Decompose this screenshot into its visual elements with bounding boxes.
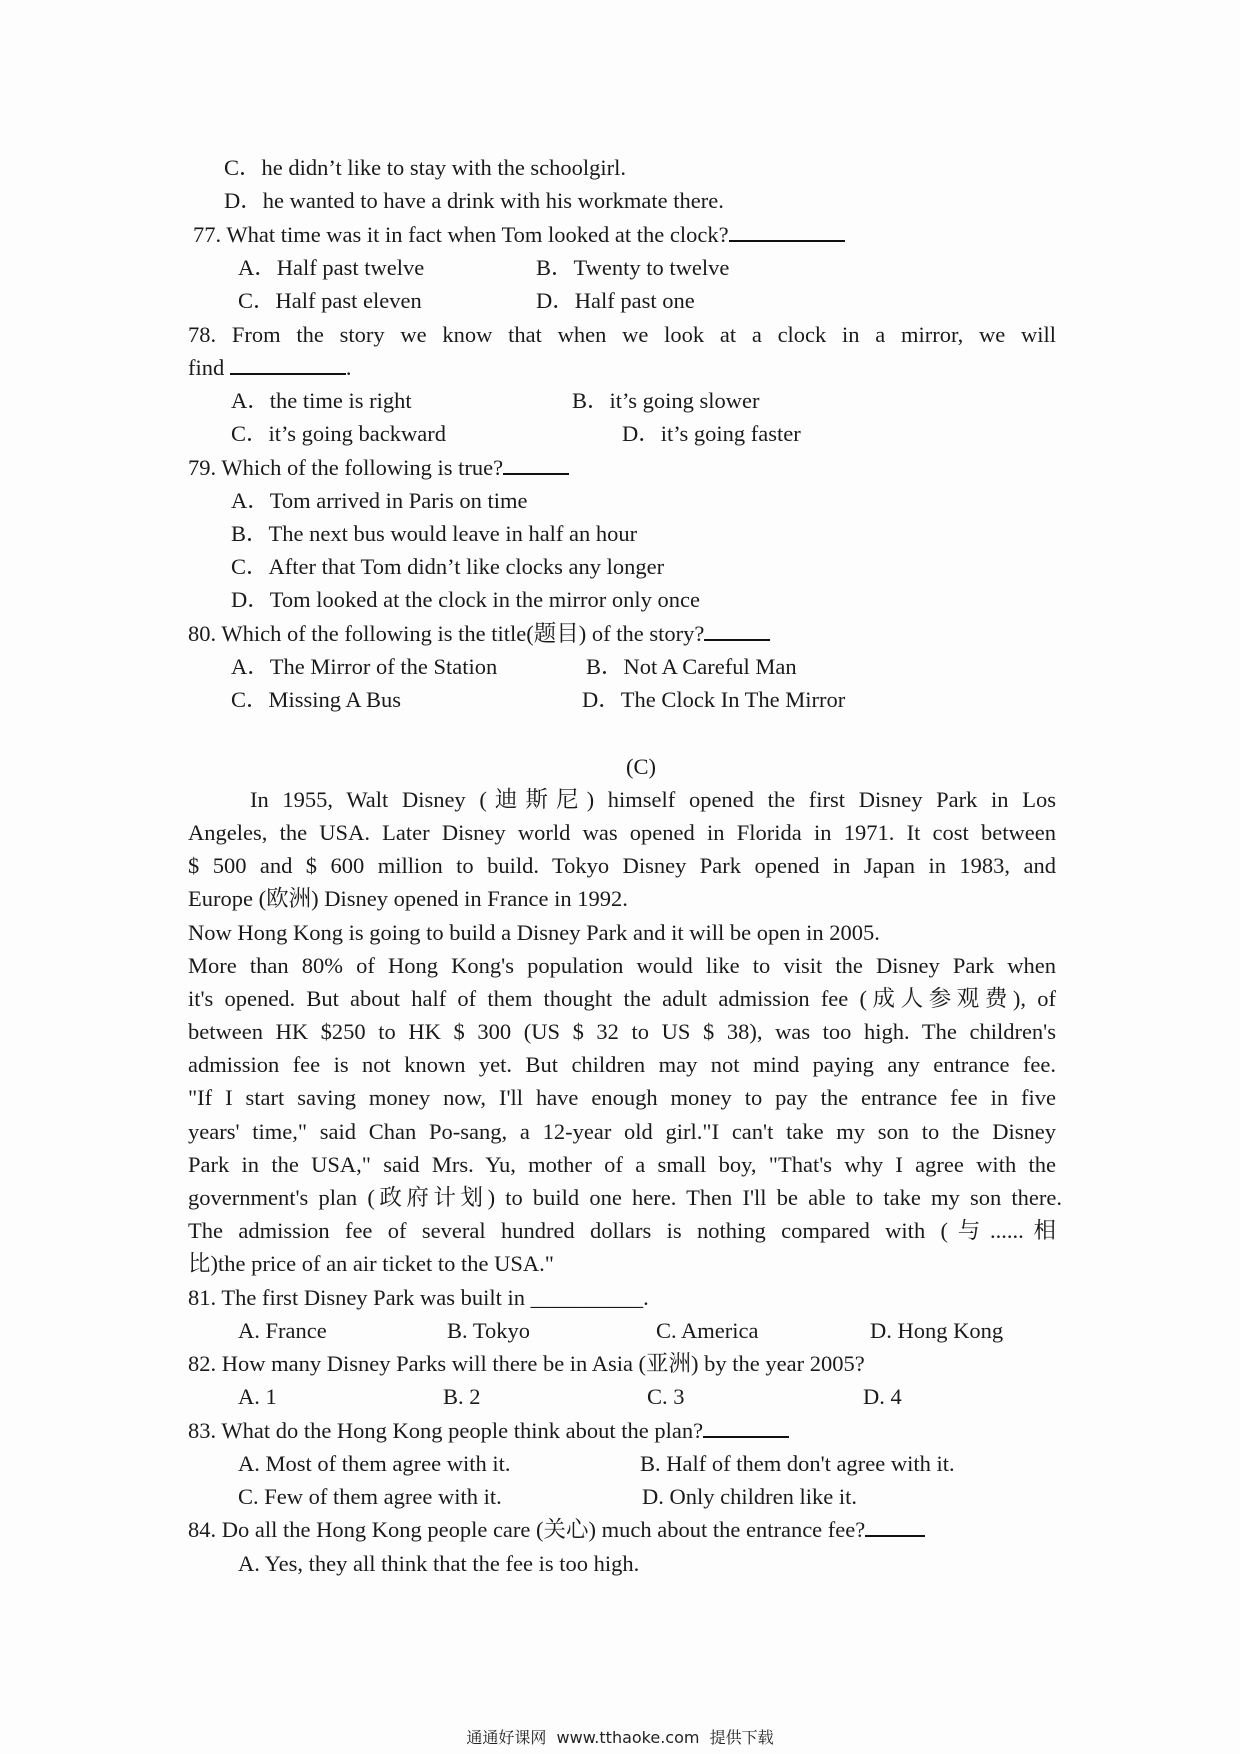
q82-stem: 82. How many Disney Parks will there be in Asia (亚洲) by the year 2005?: [188, 1351, 865, 1376]
answer-blank: [703, 1418, 789, 1438]
q80-stem-text: 80. Which of the following is the title(题目) of the story?: [188, 621, 705, 646]
answer-blank: [230, 355, 346, 375]
answer-blank: [704, 621, 770, 641]
q79-stem: [188, 455, 569, 481]
passage-line: Park in the USA," said Mrs. Yu, mother of a small boy, "That's why I agree with the: [188, 1152, 1056, 1177]
q77-option-d: D．Half past one: [536, 288, 695, 313]
q76-option-d: D．he wanted to have a drink with his workmate there.: [224, 188, 724, 213]
passage-line: Now Hong Kong is going to build a Disney Park and it will be open in 2005.: [188, 920, 880, 945]
q81-option-b: B. Tokyo: [447, 1318, 531, 1343]
passage-line: between HK $250 to HK $ 300 (US $ 32 to US $ 38), was too high. The children's: [188, 1019, 1056, 1044]
q77-stem: [193, 222, 845, 248]
q78-stem-line2: [188, 355, 352, 381]
q82-option-b: B. 2: [443, 1384, 481, 1409]
q82-option-d: D. 4: [863, 1384, 902, 1409]
q80-stem: [188, 621, 770, 647]
answer-blank: [503, 455, 569, 475]
q77-option-a: A．Half past twelve: [238, 255, 425, 280]
q83-stem-text: 83. What do the Hong Kong people think about the plan?: [188, 1418, 704, 1443]
passage-line: More than 80% of Hong Kong's population would like to visit the Disney Park when: [188, 953, 1056, 978]
q80-option-b: B．Not A Careful Man: [586, 654, 797, 679]
q81-option-c: C. America: [656, 1318, 759, 1343]
q77-option-c: C．Half past eleven: [238, 288, 422, 313]
q83-option-a: A. Most of them agree with it.: [238, 1451, 511, 1476]
q80-option-c: C．Missing A Bus: [231, 687, 402, 712]
q83-option-b: B. Half of them don't agree with it.: [640, 1451, 955, 1476]
q83-stem: [188, 1418, 789, 1444]
q79-option-c: C．After that Tom didn’t like clocks any longer: [231, 554, 665, 579]
q83-option-d: D. Only children like it.: [642, 1484, 857, 1509]
q79-option-d: D．Tom looked at the clock in the mirror only once: [231, 587, 700, 612]
q82-option-c: C. 3: [647, 1384, 685, 1409]
answer-blank: [729, 222, 845, 242]
q78-option-a: A．the time is right: [231, 388, 412, 413]
q84-option-a: A. Yes, they all think that the fee is too high.: [238, 1551, 640, 1576]
q77-stem-text: 77. What time was it in fact when Tom looked at the clock?: [193, 222, 729, 247]
q81-option-d: D. Hong Kong: [870, 1318, 1004, 1343]
passage-line: government's plan (政府计划) to build one here. Then I'll be able to take my son there.: [188, 1185, 1062, 1210]
q81-option-a: A. France: [238, 1318, 327, 1343]
passage-line: The admission fee of several hundred dollars is nothing compared with (与......相: [188, 1218, 1056, 1243]
q77-option-b: B．Twenty to twelve: [536, 255, 730, 280]
q78-option-b: B．it’s going slower: [572, 388, 760, 413]
passage-line: admission fee is not known yet. But children may not mind paying any entrance fee.: [188, 1052, 1056, 1077]
passage-line: Europe (欧洲) Disney opened in France in 1992.: [188, 886, 628, 911]
q84-stem-text: 84. Do all the Hong Kong people care (关心) much about the entrance fee?: [188, 1517, 866, 1542]
q78-stem-line1: 78. From the story we know that when we look at a clock in a mirror, we will: [188, 322, 1056, 347]
q78-stem-period: .: [345, 355, 352, 380]
q78-stem-find: find: [188, 355, 230, 380]
passage-line: Angeles, the USA. Later Disney world was opened in Florida in 1971. It cost between: [188, 820, 1056, 845]
q82-option-a: A. 1: [238, 1384, 277, 1409]
q79-option-b: B．The next bus would leave in half an hour: [231, 521, 638, 546]
q81-stem: 81. The first Disney Park was built in __________.: [188, 1285, 649, 1310]
passage-line: years' time," said Chan Po-sang, a 12-year old girl."I can't take my son to the Disney: [188, 1119, 1056, 1144]
q80-option-a: A．The Mirror of the Station: [231, 654, 498, 679]
q84-stem: [188, 1517, 925, 1543]
section-heading: (C): [626, 754, 656, 779]
answer-blank: [865, 1517, 925, 1537]
passage-line: "If I start saving money now, I'll have enough money to pay the entrance fee in five: [188, 1085, 1056, 1110]
passage-line: In 1955, Walt Disney (迪斯尼) himself opened the first Disney Park in Los: [250, 787, 1056, 812]
q79-option-a: A．Tom arrived in Paris on time: [231, 488, 528, 513]
q78-option-d: D．it’s going faster: [622, 421, 801, 446]
q83-option-c: C. Few of them agree with it.: [238, 1484, 502, 1509]
q80-option-d: D．The Clock In The Mirror: [582, 687, 846, 712]
q79-stem-text: 79. Which of the following is true?: [188, 455, 504, 480]
q78-option-c: C．it’s going backward: [231, 421, 446, 446]
q76-option-c: C．he didn’t like to stay with the schoolgirl.: [224, 155, 627, 180]
passage-line: 比)the price of an air ticket to the USA.": [188, 1251, 554, 1276]
passage-line: $ 500 and $ 600 million to build. Tokyo Disney Park opened in Japan in 1983, and: [188, 853, 1056, 878]
passage-line: it's opened. But about half of them thought the adult admission fee (成人参观费), of: [188, 986, 1056, 1011]
page-footer: 通通好课网 www.tthaoke.com 提供下载: [466, 1728, 774, 1747]
